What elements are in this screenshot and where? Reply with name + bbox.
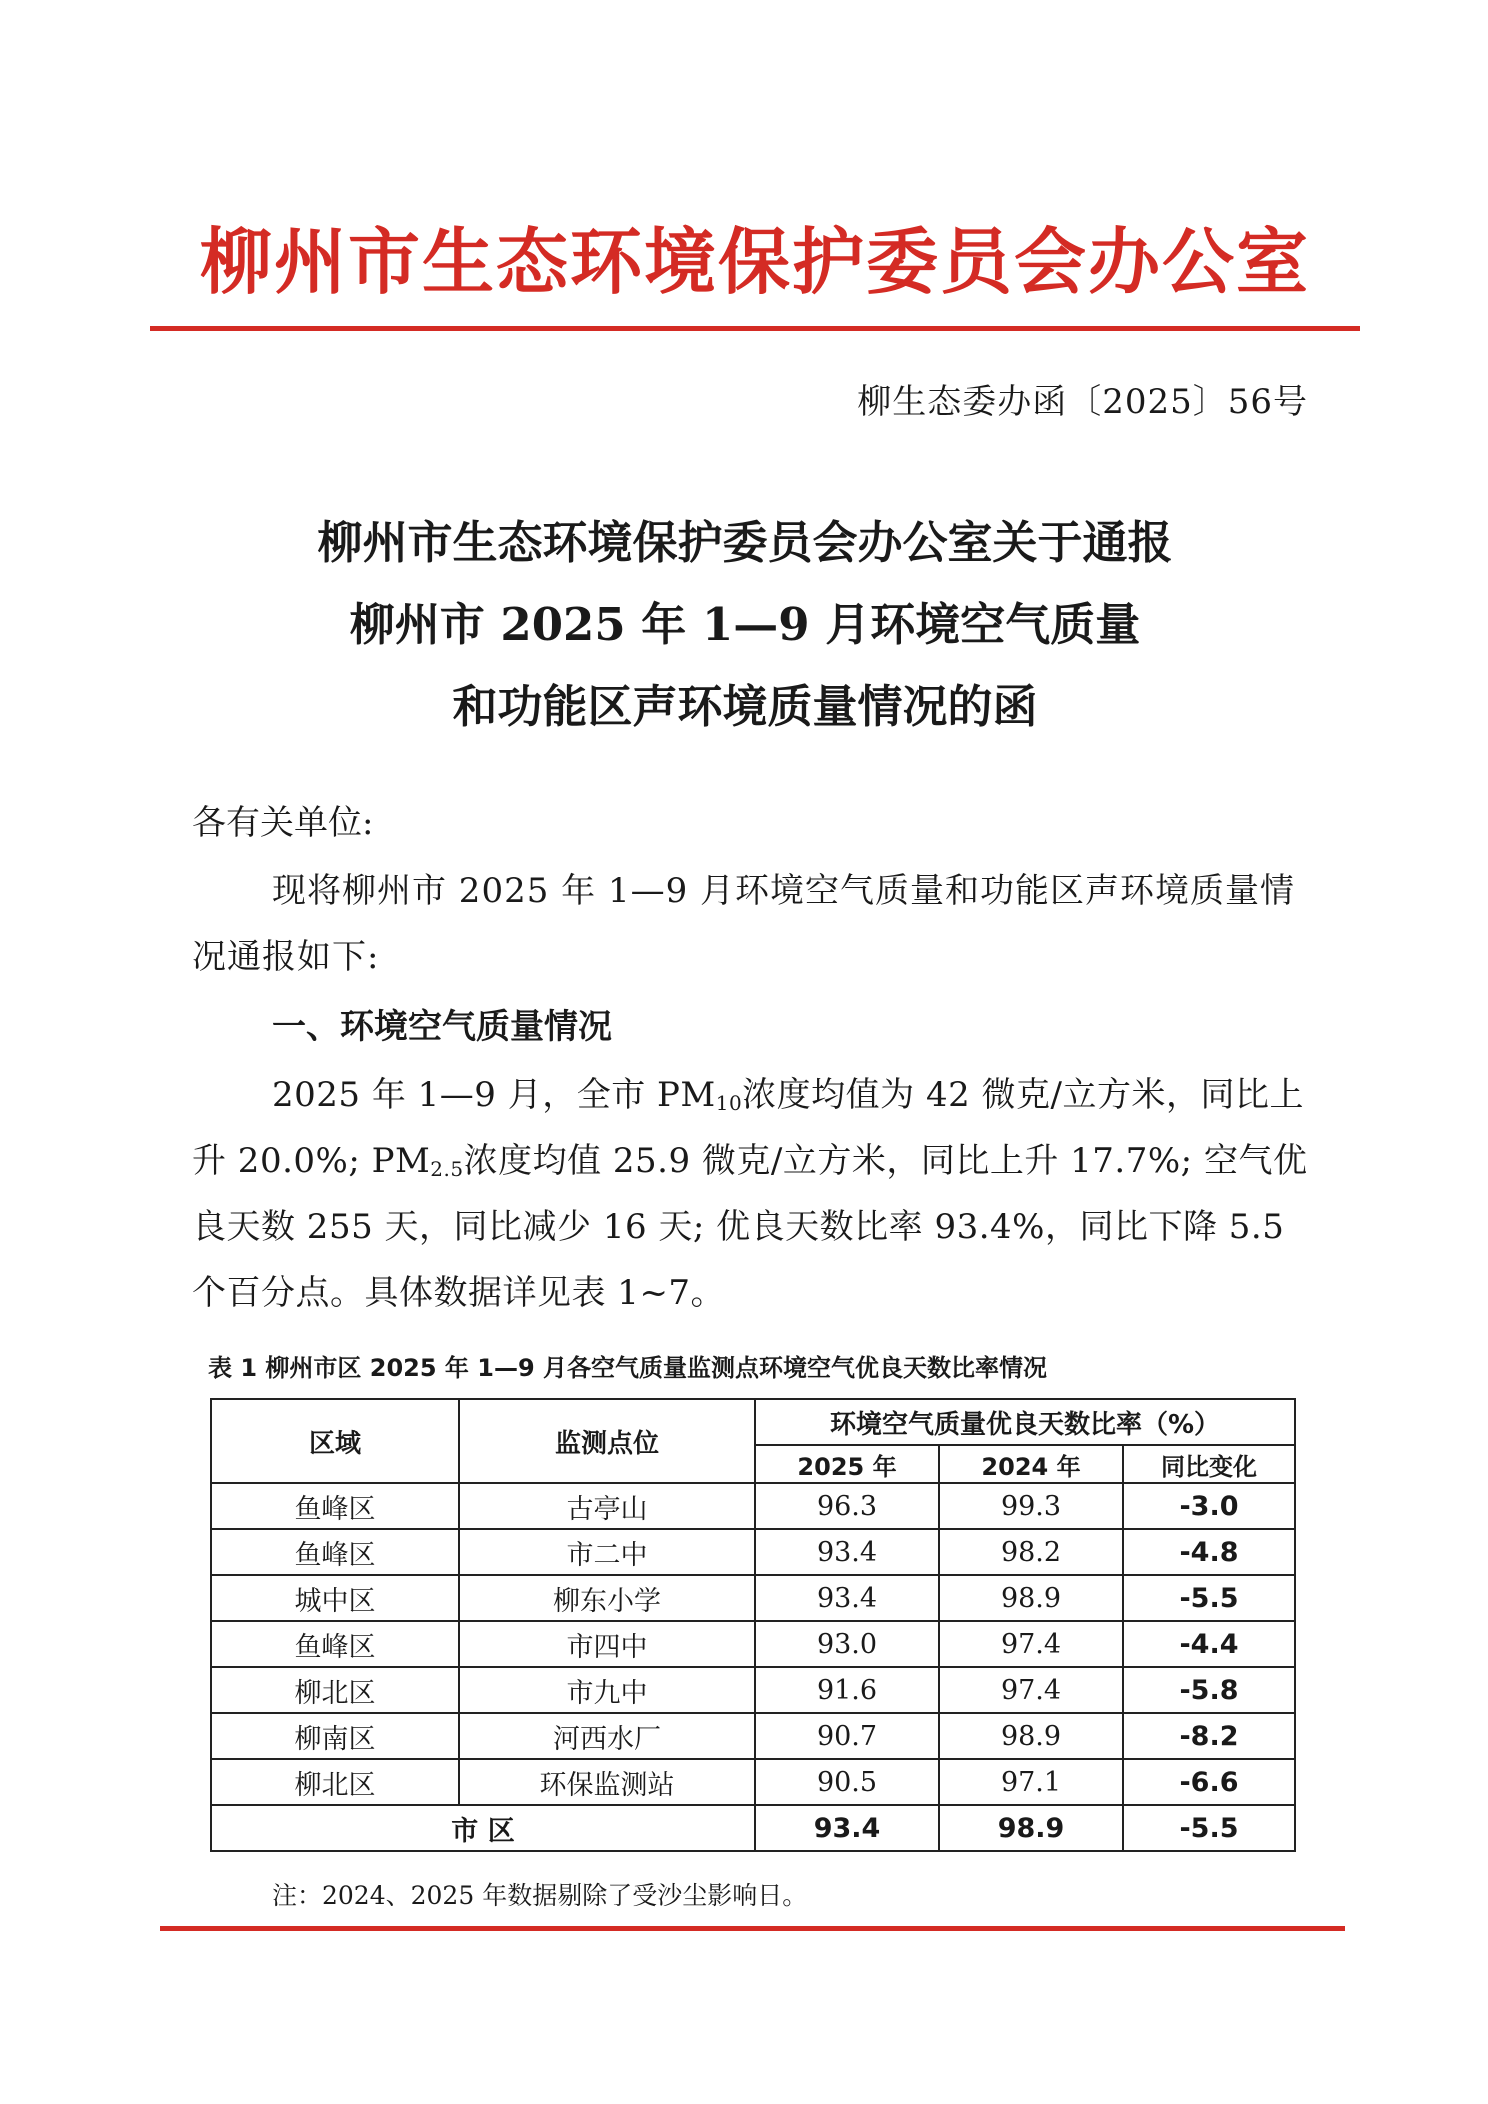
header-change: 同比变化 bbox=[1123, 1445, 1295, 1483]
cell-change: -5.5 bbox=[1123, 1575, 1295, 1621]
cell-station: 市二中 bbox=[459, 1529, 755, 1575]
header-2024: 2024 年 bbox=[939, 1445, 1123, 1483]
para-text-part-2: 浓度均值为 42 微克/立方米，同比上升 20.0%; PM bbox=[192, 1075, 1305, 1181]
section-heading-air-quality: 一、环境空气质量情况 bbox=[272, 1007, 612, 1047]
cell-2025: 93.4 bbox=[755, 1529, 939, 1575]
masthead-red-rule bbox=[150, 326, 1360, 331]
cell-2025: 90.5 bbox=[755, 1759, 939, 1805]
cell-station: 市九中 bbox=[459, 1667, 755, 1713]
title-line-1: 柳州市生态环境保护委员会办公室关于通报 bbox=[317, 516, 1173, 569]
cell-total-2025: 93.4 bbox=[755, 1805, 939, 1851]
cell-station: 柳东小学 bbox=[459, 1575, 755, 1621]
cell-2024: 98.9 bbox=[939, 1713, 1123, 1759]
table-row bbox=[211, 1483, 1295, 1529]
table-total-row bbox=[211, 1805, 1295, 1851]
cell-total-label: 市 区 bbox=[211, 1805, 755, 1851]
cell-change: -8.2 bbox=[1123, 1713, 1295, 1759]
cell-2024: 98.9 bbox=[939, 1575, 1123, 1621]
cell-2025: 96.3 bbox=[755, 1483, 939, 1529]
table-row bbox=[211, 1575, 1295, 1621]
cell-change: -5.8 bbox=[1123, 1667, 1295, 1713]
table-row bbox=[211, 1713, 1295, 1759]
table-row bbox=[211, 1621, 1295, 1667]
table-caption: 表 1 柳州市区 2025 年 1—9 月各空气质量监测点环境空气优良天数比率情况 bbox=[208, 1354, 1048, 1382]
cell-area: 鱼峰区 bbox=[211, 1529, 459, 1575]
cell-2024: 97.1 bbox=[939, 1759, 1123, 1805]
table-note: 注：2024、2025 年数据剔除了受沙尘影响日。 bbox=[272, 1881, 808, 1910]
document-title bbox=[150, 502, 1340, 748]
cell-station: 古亭山 bbox=[459, 1483, 755, 1529]
cell-station: 河西水厂 bbox=[459, 1713, 755, 1759]
table-row bbox=[211, 1529, 1295, 1575]
cell-station: 环保监测站 bbox=[459, 1759, 755, 1805]
table-row bbox=[211, 1759, 1295, 1805]
air-quality-paragraph bbox=[192, 1062, 1312, 1326]
cell-area: 柳北区 bbox=[211, 1667, 459, 1713]
title-line-2: 柳州市 2025 年 1—9 月环境空气质量 bbox=[349, 598, 1141, 651]
cell-change: -6.6 bbox=[1123, 1759, 1295, 1805]
cell-change: -4.8 bbox=[1123, 1529, 1295, 1575]
title-line-3: 和功能区声环境质量情况的函 bbox=[452, 680, 1038, 733]
header-area: 区域 bbox=[211, 1399, 459, 1483]
cell-area: 柳北区 bbox=[211, 1759, 459, 1805]
cell-2025: 93.0 bbox=[755, 1621, 939, 1667]
air-quality-table bbox=[210, 1398, 1296, 1852]
cell-total-2024: 98.9 bbox=[939, 1805, 1123, 1851]
cell-change: -4.4 bbox=[1123, 1621, 1295, 1667]
cell-area: 鱼峰区 bbox=[211, 1621, 459, 1667]
cell-2024: 97.4 bbox=[939, 1621, 1123, 1667]
cell-area: 柳南区 bbox=[211, 1713, 459, 1759]
header-station: 监测点位 bbox=[459, 1399, 755, 1483]
cell-area: 鱼峰区 bbox=[211, 1483, 459, 1529]
pm10-subscript: 10 bbox=[715, 1091, 743, 1115]
header-good-days-ratio: 环境空气质量优良天数比率（%） bbox=[755, 1399, 1295, 1445]
cell-2024: 97.4 bbox=[939, 1667, 1123, 1713]
org-masthead: 柳州市生态环境保护委员会办公室 bbox=[199, 219, 1310, 304]
cell-change: -3.0 bbox=[1123, 1483, 1295, 1529]
cell-station: 市四中 bbox=[459, 1621, 755, 1667]
header-2025: 2025 年 bbox=[755, 1445, 939, 1483]
para-text-part-3: 浓度均值 25.9 微克/立方米，同比上升 17.7%; 空气优良天数 255 天，同比减少 16 天; 优良天数比率 93.4%，同比下降 5.5 个百分点。具体数据详见表 1~7。 bbox=[192, 1141, 1308, 1313]
pm25-subscript: 2.5 bbox=[430, 1157, 464, 1181]
table-row bbox=[211, 1667, 1295, 1713]
salutation: 各有关单位: bbox=[192, 803, 374, 843]
cell-2024: 99.3 bbox=[939, 1483, 1123, 1529]
para-text-part-1: 2025 年 1—9 月，全市 PM bbox=[272, 1075, 716, 1115]
cell-area: 城中区 bbox=[211, 1575, 459, 1621]
cell-2025: 90.7 bbox=[755, 1713, 939, 1759]
cell-2025: 93.4 bbox=[755, 1575, 939, 1621]
cell-2024: 98.2 bbox=[939, 1529, 1123, 1575]
footer-red-rule bbox=[160, 1926, 1345, 1931]
cell-2025: 91.6 bbox=[755, 1667, 939, 1713]
intro-paragraph: 现将柳州市 2025 年 1—9 月环境空气质量和功能区声环境质量情况通报如下: bbox=[192, 871, 1296, 977]
cell-total-change: -5.5 bbox=[1123, 1805, 1295, 1851]
document-number: 柳生态委办函〔2025〕56号 bbox=[857, 382, 1308, 422]
